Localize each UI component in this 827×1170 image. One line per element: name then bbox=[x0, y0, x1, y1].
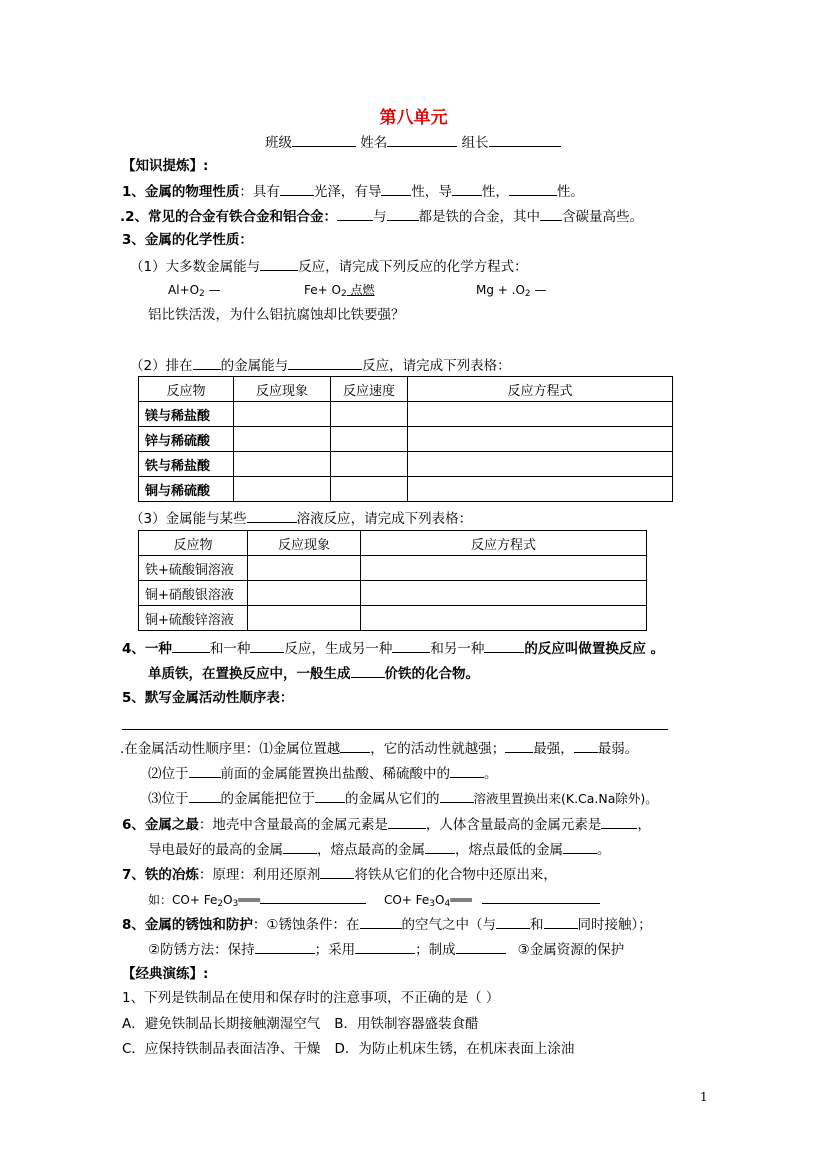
empty-cell[interactable] bbox=[248, 606, 361, 631]
name-blank[interactable] bbox=[387, 131, 457, 147]
blank[interactable] bbox=[450, 762, 484, 778]
reactant-cell: 镁与稀盐酸 bbox=[139, 402, 234, 427]
text: 单质铁，在置换反应中，一般生成 bbox=[148, 666, 351, 682]
text: 和一种 bbox=[209, 641, 251, 657]
blank[interactable] bbox=[456, 938, 506, 954]
table-row bbox=[139, 556, 647, 581]
text: ⑵位于 bbox=[148, 766, 189, 782]
text: 最强， bbox=[533, 741, 574, 757]
point-5b bbox=[148, 762, 498, 784]
blank[interactable] bbox=[283, 838, 317, 854]
blank[interactable] bbox=[250, 637, 284, 653]
table-row bbox=[139, 477, 673, 502]
blank[interactable] bbox=[340, 737, 370, 753]
table-acid-reactions bbox=[138, 376, 673, 502]
point-3-2 bbox=[130, 354, 511, 376]
text: .在金属活动性顺序里：⑴金属位置越 bbox=[120, 741, 341, 757]
point-7-heading: 7、铁的冶炼 bbox=[122, 867, 199, 883]
text: ，熔点最低的金属 bbox=[455, 842, 563, 858]
question-1-options-cd bbox=[122, 1039, 574, 1059]
text: 同时接触）； bbox=[577, 917, 652, 933]
point-1-heading: 1、金属的物理性质 bbox=[122, 184, 240, 200]
text: 的空气之中（与 bbox=[401, 917, 497, 933]
text: 。 bbox=[484, 766, 498, 782]
section-classic: 【经典演练】: bbox=[122, 966, 209, 982]
text: 和 bbox=[530, 917, 544, 933]
blank[interactable] bbox=[544, 913, 578, 929]
table-row bbox=[139, 402, 673, 427]
blank[interactable] bbox=[425, 838, 455, 854]
class-blank[interactable] bbox=[292, 131, 356, 147]
text: ，熔点最高的金属 bbox=[317, 842, 425, 858]
blank[interactable] bbox=[381, 180, 411, 196]
blank[interactable] bbox=[505, 737, 533, 753]
option-d[interactable]: D．为防止机床生锈，在机床表面上涂油 bbox=[334, 1041, 575, 1057]
table-row bbox=[139, 606, 647, 631]
table-row bbox=[139, 581, 647, 606]
empty-cell[interactable] bbox=[331, 477, 408, 502]
blank[interactable] bbox=[392, 637, 430, 653]
empty-cell[interactable] bbox=[408, 402, 673, 427]
point-7b bbox=[148, 888, 600, 914]
table-header: 反应物 bbox=[139, 531, 248, 556]
class-label: 班级 bbox=[265, 135, 292, 151]
option-a[interactable]: A．避免铁制品长期接触潮湿空气 bbox=[122, 1016, 321, 1032]
text: 价铁的化合物。 bbox=[384, 666, 479, 682]
text: ⑶位于 bbox=[148, 791, 189, 807]
text: 导电最好的最高的金属 bbox=[148, 842, 283, 858]
text: CO+ Fe bbox=[383, 893, 430, 907]
empty-cell[interactable] bbox=[234, 427, 331, 452]
text: 溶液反应，请完成下列表格： bbox=[296, 511, 473, 527]
text: 溶液里置换出来(K.Ca.Na除外)。 bbox=[473, 791, 658, 806]
text: 性。 bbox=[556, 184, 584, 200]
blank[interactable] bbox=[320, 863, 354, 879]
text: 的金属能把位于 bbox=[220, 791, 315, 807]
text: ═══ bbox=[450, 893, 472, 907]
empty-cell[interactable] bbox=[408, 477, 673, 502]
blank[interactable] bbox=[351, 662, 385, 678]
text: ：具有 bbox=[239, 184, 280, 200]
subscript: 2 bbox=[199, 289, 205, 299]
table-header: 反应速度 bbox=[331, 377, 408, 402]
reactant-cell: 锌与稀硫酸 bbox=[139, 427, 234, 452]
empty-cell[interactable] bbox=[331, 427, 408, 452]
empty-cell[interactable] bbox=[408, 452, 673, 477]
text: ：地壳中含量最高的金属元素是 bbox=[198, 817, 388, 833]
table-header: 反应方程式 bbox=[408, 377, 673, 402]
text: O bbox=[435, 893, 445, 907]
equation-al bbox=[168, 280, 221, 304]
table-salt-reactions bbox=[138, 530, 647, 631]
leader-blank[interactable] bbox=[489, 131, 561, 147]
question-1-options-ab bbox=[122, 1014, 479, 1034]
subscript: 3 bbox=[429, 899, 435, 909]
text: 如：CO+ Fe bbox=[148, 893, 218, 907]
text: Al+O bbox=[168, 283, 200, 297]
blank[interactable] bbox=[388, 813, 426, 829]
point-3-3 bbox=[130, 507, 472, 529]
text: 最弱。 bbox=[597, 741, 639, 757]
empty-cell[interactable] bbox=[248, 581, 361, 606]
text: 。 bbox=[597, 842, 611, 858]
text: 性， bbox=[481, 184, 509, 200]
section-knowledge: 【知识提炼】: bbox=[122, 158, 209, 174]
text: ：①锈蚀条件：在 bbox=[252, 917, 360, 933]
text: 含碳量高些。 bbox=[562, 209, 644, 225]
subscript: 4 bbox=[444, 899, 451, 909]
subscript: 3 bbox=[232, 899, 239, 909]
empty-cell[interactable] bbox=[331, 402, 408, 427]
page-number: 1 bbox=[700, 1090, 708, 1104]
blank[interactable] bbox=[440, 787, 474, 803]
option-b[interactable]: B．用铁制容器盛装食醋 bbox=[334, 1016, 479, 1032]
text: 的反应叫做置换反应 。 bbox=[524, 641, 665, 657]
point-4-heading: 4、一种 bbox=[122, 641, 172, 657]
text: 将铁从它们的化合物中还原出来， bbox=[354, 867, 557, 883]
blank[interactable] bbox=[288, 354, 362, 370]
point-2-heading: .2、常见的合金有铁合金和铝合金： bbox=[120, 209, 338, 225]
text: 前面的金属能置换出盐酸、稀硫酸中的 bbox=[220, 766, 450, 782]
blank[interactable] bbox=[255, 938, 315, 954]
blank[interactable] bbox=[189, 787, 221, 803]
empty-cell[interactable] bbox=[361, 581, 647, 606]
subscript: 2 bbox=[524, 289, 531, 299]
text: ， bbox=[637, 817, 651, 833]
reactant-cell: 铜+硝酸银溶液 bbox=[139, 581, 248, 606]
empty-cell[interactable] bbox=[234, 452, 331, 477]
text: Mg + .O bbox=[476, 283, 525, 297]
blank[interactable] bbox=[172, 637, 210, 653]
page-title: 第八单元 bbox=[379, 108, 448, 128]
blank[interactable] bbox=[496, 913, 530, 929]
header-fields bbox=[265, 131, 561, 153]
text: 反应，请完成下列反应的化学方程式： bbox=[298, 259, 528, 275]
blank[interactable] bbox=[193, 354, 221, 370]
question-aluminum: 铝比铁活泼，为什么铝抗腐蚀却比铁要强？ bbox=[148, 307, 405, 323]
reactant-cell: 铜与稀硫酸 bbox=[139, 477, 234, 502]
text: （1）大多数金属能与 bbox=[130, 259, 261, 275]
blank[interactable] bbox=[601, 813, 637, 829]
empty-cell[interactable] bbox=[408, 427, 673, 452]
point-6 bbox=[122, 813, 651, 835]
text: 和另一种 bbox=[430, 641, 485, 657]
table-row bbox=[139, 452, 673, 477]
text: ；采用 bbox=[314, 942, 356, 958]
blank[interactable] bbox=[260, 255, 298, 271]
text: ，人体含量最高的金属元素是 bbox=[425, 817, 602, 833]
empty-cell[interactable] bbox=[361, 606, 647, 631]
point-8 bbox=[122, 913, 652, 935]
blank[interactable] bbox=[189, 762, 221, 778]
empty-cell[interactable] bbox=[248, 556, 361, 581]
blank[interactable] bbox=[355, 938, 415, 954]
text: 点燃 bbox=[346, 283, 375, 297]
blank[interactable] bbox=[540, 205, 562, 221]
text: （2）排在 bbox=[130, 358, 193, 374]
blank[interactable] bbox=[509, 180, 557, 196]
empty-cell[interactable] bbox=[361, 556, 647, 581]
text: 反应，生成另一种 bbox=[284, 641, 393, 657]
text: Fe+ O bbox=[304, 283, 341, 297]
text: （3）金属能与某些 bbox=[130, 511, 247, 527]
text: ═══ bbox=[238, 893, 260, 907]
text: — bbox=[204, 283, 221, 297]
point-6-heading: 6、金属之最 bbox=[122, 817, 199, 833]
point-5c bbox=[148, 787, 658, 809]
reactant-cell: 铜+硫酸锌溶液 bbox=[139, 606, 248, 631]
point-4b bbox=[148, 662, 479, 684]
blank[interactable] bbox=[260, 888, 366, 904]
text: 都是铁的合金，其中 bbox=[418, 209, 541, 225]
empty-cell[interactable] bbox=[331, 452, 408, 477]
subscript: 2 bbox=[217, 899, 224, 909]
equation-mg bbox=[476, 280, 546, 304]
leader-label: 组长 bbox=[461, 135, 489, 151]
blank[interactable] bbox=[247, 507, 297, 523]
blank[interactable] bbox=[574, 737, 598, 753]
text: ②防锈方法：保持 bbox=[148, 942, 255, 958]
table-header: 反应物 bbox=[139, 377, 234, 402]
text: 与 bbox=[373, 209, 387, 225]
blank[interactable] bbox=[315, 787, 345, 803]
point-8b bbox=[148, 938, 624, 960]
blank[interactable] bbox=[482, 888, 600, 904]
activity-series-line[interactable] bbox=[122, 729, 668, 730]
point-7 bbox=[122, 863, 557, 885]
table-header: 反应现象 bbox=[248, 531, 361, 556]
table-header: 反应方程式 bbox=[361, 531, 647, 556]
blank[interactable] bbox=[280, 180, 314, 196]
point-2 bbox=[120, 205, 643, 227]
point-5-heading: 5、默写金属活动性顺序表： bbox=[122, 690, 294, 706]
point-8-heading: 8、金属的锈蚀和防护 bbox=[122, 917, 253, 933]
text: ③金属资源的保护 bbox=[517, 942, 625, 958]
empty-cell[interactable] bbox=[234, 402, 331, 427]
blank[interactable] bbox=[337, 205, 373, 221]
name-label: 姓名 bbox=[360, 135, 388, 151]
reactant-cell: 铁与稀盐酸 bbox=[139, 452, 234, 477]
table-row bbox=[139, 427, 673, 452]
text: 的金属能与 bbox=[220, 358, 289, 374]
table-header: 反应现象 bbox=[234, 377, 331, 402]
point-4 bbox=[122, 637, 664, 659]
text: 光泽，有导 bbox=[313, 184, 382, 200]
question-1: 1、下列是铁制品在使用和保存时的注意事项，不正确的是（ ） bbox=[122, 990, 500, 1006]
reactant-cell: 铁+硫酸铜溶液 bbox=[139, 556, 248, 581]
equation-fe bbox=[304, 280, 375, 304]
blank[interactable] bbox=[452, 180, 482, 196]
text: ，它的活动性就越强； bbox=[370, 741, 506, 757]
text: 的金属从它们的 bbox=[345, 791, 440, 807]
text: ；制成 bbox=[415, 942, 456, 958]
point-3-1 bbox=[130, 255, 528, 277]
text: O bbox=[223, 893, 233, 907]
point-6b bbox=[148, 838, 611, 860]
point-5a bbox=[120, 737, 638, 759]
blank[interactable] bbox=[360, 913, 402, 929]
blank[interactable] bbox=[563, 838, 597, 854]
text: — bbox=[530, 283, 547, 297]
point-3-heading: 3、金属的化学性质： bbox=[122, 232, 253, 248]
blank[interactable] bbox=[387, 205, 419, 221]
empty-cell[interactable] bbox=[234, 477, 331, 502]
point-1 bbox=[122, 180, 584, 202]
text: 性，导 bbox=[411, 184, 452, 200]
text: ：原理：利用还原剂 bbox=[198, 867, 321, 883]
text: 反应，请完成下列表格： bbox=[362, 358, 511, 374]
option-c[interactable]: C．应保持铁制品表面洁净、干燥 bbox=[122, 1041, 321, 1057]
blank[interactable] bbox=[484, 637, 524, 653]
subscript: 2 bbox=[340, 289, 347, 299]
